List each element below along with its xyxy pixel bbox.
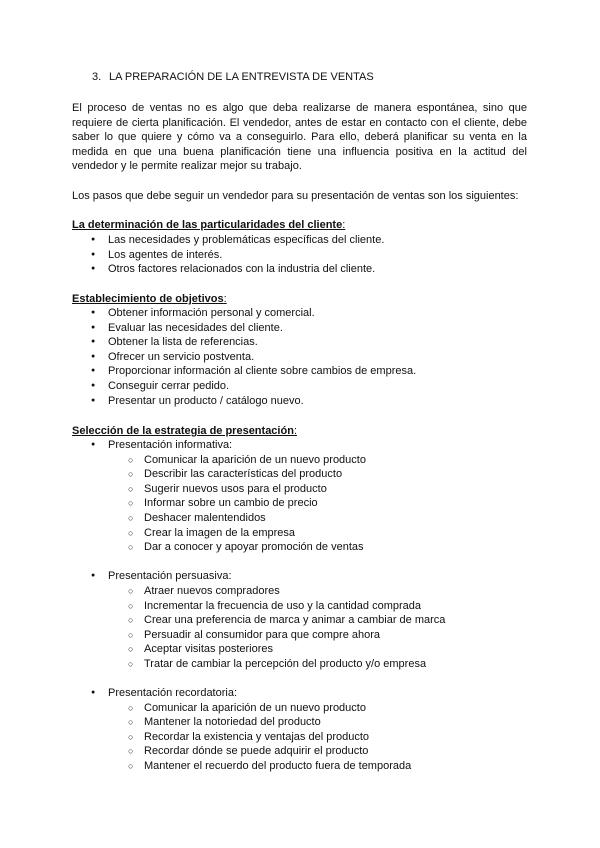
list-item: ● Obtener la lista de referencias. — [108, 335, 416, 350]
sub-list-item: ○ Describir las características del producto — [144, 467, 445, 482]
list-item: ● Otros factores relacionados con la industria del cliente. — [108, 262, 384, 277]
sub-list-item: ○ Incrementar la frecuencia de uso y la cantidad comprada — [144, 599, 445, 614]
sub-list-item: ○ Recordar la existencia y ventajas del producto — [144, 730, 445, 745]
list-item: ● Ofrecer un servicio postventa. — [108, 350, 416, 365]
section2-title-text: Establecimiento de objetivos — [72, 293, 224, 305]
strategy-label: Presentación persuasiva: — [108, 570, 232, 583]
strategy-label: Presentación informativa: — [108, 439, 233, 451]
section2-list — [108, 306, 416, 408]
sub-list-item: ○ Crear una preferencia de marca y animar a cambiar de marca — [144, 613, 445, 628]
sub-list-item: ○ Comunicar la aparición de un nuevo producto — [144, 701, 445, 716]
strategy-group-recordatoria — [108, 686, 445, 774]
heading-number: 3. — [92, 71, 102, 83]
sub-list-item: ○ Recordar dónde se puede adquirir el producto — [144, 744, 445, 759]
list-item: ● Obtener información personal y comercial. — [108, 306, 416, 321]
list-item: ● Los agentes de interés. — [108, 248, 384, 263]
section-heading — [92, 70, 374, 85]
strategy-label: Presentación recordatoria: — [108, 687, 238, 700]
list-item: ● Conseguir cerrar pedido. — [108, 379, 416, 394]
sub-list-item: ○ Dar a conocer y apoyar promoción de ventas — [144, 540, 445, 555]
list-item: ● Presentar un producto / catálogo nuevo. — [108, 394, 416, 409]
strategy-sublist — [144, 701, 445, 774]
sub-list-item: ○ Crear la imagen de la empresa — [144, 526, 445, 541]
heading-text: LA PREPARACIÓN DE LA ENTREVISTA DE VENTAS — [109, 71, 374, 83]
list-item: ● Evaluar las necesidades del cliente. — [108, 321, 416, 336]
section1-title-text: La determinación de las particularidades del cliente — [72, 219, 343, 231]
sub-list-item: ○ Comunicar la aparición de un nuevo producto — [144, 453, 445, 468]
sub-list-item: ○ Atraer nuevos compradores — [144, 584, 445, 599]
sub-list-item: ○ Aceptar visitas posteriores — [144, 642, 445, 657]
sub-list-item: ○ Mantener el recuerdo del producto fuera de temporada — [144, 759, 445, 774]
section3-title-text: Selección de la estrategia de presentación — [72, 425, 294, 437]
steps-intro: Los pasos que debe seguir un vendedor para su presentación de ventas son los siguientes: — [72, 190, 519, 202]
sub-list-item: ○ Persuadir al consumidor para que compre ahora — [144, 628, 445, 643]
strategy-group-persuasiva — [108, 569, 445, 686]
sub-list-item: ○ Sugerir nuevos usos para el producto — [144, 482, 445, 497]
sub-list-item: ○ Tratar de cambiar la percepción del producto y/o empresa — [144, 657, 445, 672]
section1-list — [108, 233, 384, 277]
intro-paragraph: El proceso de ventas no es algo que deba realizarse de manera espontánea, sino que requiere de cierta planificación. El vendedor, antes de estar en contacto con el cliente, debe saber lo que quiere y cómo va a conseguirlo. Para ello, deberá planificar su venta en la medida en que una buena planificación tiene una influencia positiva en la actitud del vendedor y le permite realizar mejor su trabajo. — [72, 102, 527, 173]
section2-title: Establecimiento de objetivos: — [72, 293, 227, 305]
list-item: ● Las necesidades y problemáticas específicas del cliente. — [108, 233, 384, 248]
section1-title: La determinación de las particularidades del cliente: — [72, 219, 346, 231]
sub-list-item: ○ Mantener la notoriedad del producto — [144, 715, 445, 730]
sub-list-item: ○ Informar sobre un cambio de precio — [144, 496, 445, 511]
sub-list-item: ○ Deshacer malentendidos — [144, 511, 445, 526]
section3-title: Selección de la estrategia de presentación: — [72, 425, 297, 437]
section3-list — [108, 438, 445, 774]
strategy-sublist — [144, 584, 445, 672]
list-item: ● Proporcionar información al cliente sobre cambios de empresa. — [108, 364, 416, 379]
strategy-group-informativa — [108, 438, 445, 569]
strategy-sublist — [144, 453, 445, 555]
